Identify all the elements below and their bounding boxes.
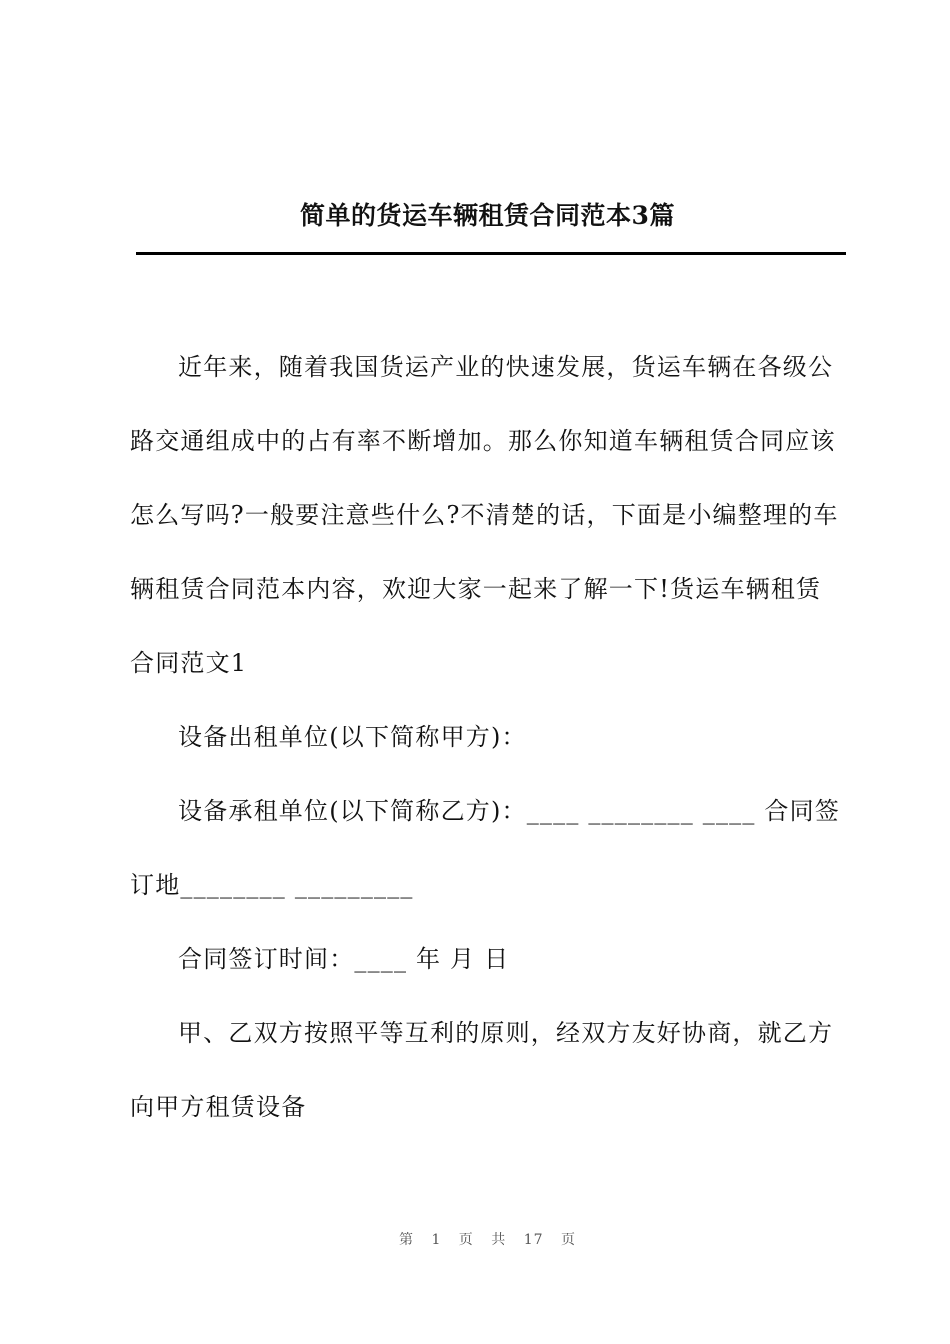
page-number-footer: 第 1 页 共 17 页 [399,1232,576,1248]
paragraph-lessor: 设备出租单位(以下简称甲方)： [178,723,527,751]
title-underline [136,252,846,255]
document-body [130,330,842,1144]
paragraph-sign-date: 合同签订时间：____ 年 月 日 [178,945,510,973]
paragraph-intro: 近年来，随着我国货运产业的快速发展，货运车辆在各级公路交通组成中的占有率不断增加。那么你知道车辆租赁合同应该怎么写吗?一般要注意些什么?不清楚的话，下面是小编整理的车辆租赁合同范本内容，欢迎大家一起来了解一下!货运车辆租赁合同范文1 [130,353,839,677]
paragraph-agreement: 甲、乙双方按照平等互利的原则，经双方友好协商，就乙方向甲方租赁设备 [130,1019,834,1121]
paragraph-lessee: 设备承租单位(以下简称乙方)：____ ________ ____ 合同签订地________ _________ [130,797,841,899]
document-title: 简单的货运车辆租赁合同范本3篇 [300,201,675,230]
